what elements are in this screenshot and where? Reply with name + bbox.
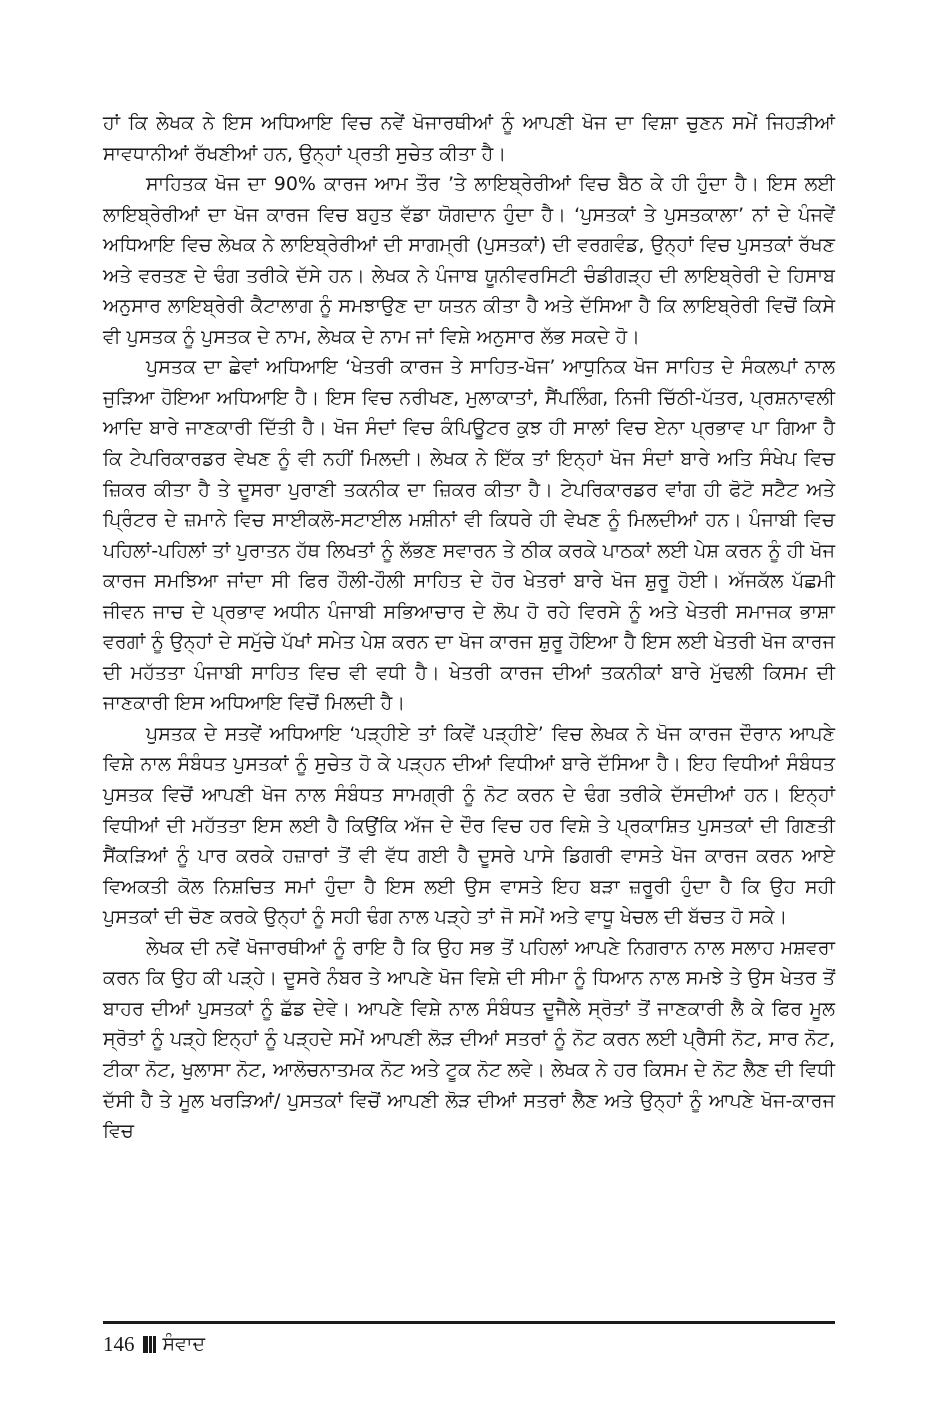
- paragraph-5: ਲੇਖਕ ਦੀ ਨਵੇਂ ਖੋਜਾਰਥੀਆਂ ਨੂੰ ਰਾਇ ਹੈ ਕਿ ਉਹ ਸਭ ਤੋਂ ਪਹਿਲਾਂ ਆਪਣੇ ਨਿਗਰਾਨ ਨਾਲ ਸਲਾਹ ਮਸ਼ਵਰਾ ਕਰਨ ਕਿ ਉਹ ਕੀ ਪੜ੍ਹੇ। ਦੂਸਰੇ ਨੰਬਰ ਤੇ ਆਪਣੇ ਖੋਜ ਵਿਸ਼ੇ ਦੀ ਸੀਮਾ ਨੂੰ ਧਿਆਨ ਨਾਲ ਸਮਝੇ ਤੇ ਉਸ ਖੇਤਰ ਤੋਂ ਬਾਹਰ ਦੀਆਂ ਪੁਸਤਕਾਂ ਨੂੰ ਛੱਡ ਦੇਵੇ। ਆਪਣੇ ਵਿਸ਼ੇ ਨਾਲ ਸੰਬੰਧਤ ਦੂਜੈਲੇ ਸ੍ਰੋਤਾਂ ਤੋਂ ਜਾਣਕਾਰੀ ਲੈ ਕੇ ਫਿਰ ਮੂਲ ਸ੍ਰੋਤਾਂ ਨੂੰ ਪੜ੍ਹੇ ਇਨ੍ਹਾਂ ਨੂੰ ਪੜ੍ਹਦੇ ਸਮੇਂ ਆਪਣੀ ਲੋੜ ਦੀਆਂ ਸਤਰਾਂ ਨੂੰ ਨੋਟ ਕਰਨ ਲਈ ਪ੍ਰੈਸੀ ਨੋਟ, ਸਾਰ ਨੋਟ, ਟੀਕਾ ਨੋਟ, ਖੁਲਾਸਾ ਨੋਟ, ਆਲੋਚਨਾਤਮਕ ਨੋਟ ਅਤੇ ਟੂਕ ਨੋਟ ਲਵੇ। ਲੇਖਕ ਨੇ ਹਰ ਕਿਸਮ ਦੇ ਨੋਟ ਲੈਣ ਦੀ ਵਿਧੀ ਦੱਸੀ ਹੈ ਤੇ ਮੂਲ ਖਰੜਿਆਂ/ ਪੁਸਤਕਾਂ ਵਿਚੋਂ ਆਪਣੀ ਲੋੜ ਦੀਆਂ ਸਤਰਾਂ ਲੈਣ ਅਤੇ ਉਨ੍ਹਾਂ ਨੂੰ ਆਪਣੇ ਖੋਜ-ਕਾਰਜ ਵਿਚ: [103, 936, 835, 1143]
- page-number: 146: [103, 1331, 135, 1356]
- page-footer: [103, 1330, 205, 1358]
- paragraph-3: ਪੁਸਤਕ ਦਾ ਛੇਵਾਂ ਅਧਿਆਇ ‘ਖੇਤਰੀ ਕਾਰਜ ਤੇ ਸਾਹਿਤ-ਖੋਜ’ ਆਧੁਨਿਕ ਖੋਜ ਸਾਹਿਤ ਦੇ ਸੰਕਲਪਾਂ ਨਾਲ ਜੁੜਿਆ ਹੋਇਆ ਅਧਿਆਇ ਹੈ। ਇਸ ਵਿਚ ਨਰੀਖਣ, ਮੁਲਾਕਾਤਾਂ, ਸੈਂਪਲਿੰਗ, ਨਿਜੀ ਚਿੱਠੀ-ਪੱਤਰ, ਪ੍ਰਸ਼ਨਾਵਲੀ ਆਦਿ ਬਾਰੇ ਜਾਣਕਾਰੀ ਦਿੱਤੀ ਹੈ। ਖੋਜ ਸੰਦਾਂ ਵਿਚ ਕੰਪਿਊਟਰ ਕੁਝ ਹੀ ਸਾਲਾਂ ਵਿਚ ਏਨਾ ਪ੍ਰਭਾਵ ਪਾ ਗਿਆ ਹੈ ਕਿ ਟੇਪਰਿਕਾਰਡਰ ਵੇਖਣ ਨੂੰ ਵੀ ਨਹੀਂ ਮਿਲਦੀ। ਲੇਖਕ ਨੇ ਇੱਕ ਤਾਂ ਇਨ੍ਹਾਂ ਖੋਜ ਸੰਦਾਂ ਬਾਰੇ ਅਤਿ ਸੰਖੇਪ ਵਿਚ ਜ਼ਿਕਰ ਕੀਤਾ ਹੈ ਤੇ ਦੂਸਰਾ ਪੁਰਾਣੀ ਤਕਨੀਕ ਦਾ ਜ਼ਿਕਰ ਕੀਤਾ ਹੈ। ਟੇਪਰਿਕਾਰਡਰ ਵਾਂਗ ਹੀ ਫੋਟੋ ਸਟੈਟ ਅਤੇ ਪ੍ਰਿੰਟਰ ਦੇ ਜ਼ਮਾਨੇ ਵਿਚ ਸਾਈਕਲੋ-ਸਟਾਈਲ ਮਸ਼ੀਨਾਂ ਵੀ ਕਿਧਰੇ ਹੀ ਵੇਖਣ ਨੂੰ ਮਿਲਦੀਆਂ ਹਨ। ਪੰਜਾਬੀ ਵਿਚ ਪਹਿਲਾਂ-ਪਹਿਲਾਂ ਤਾਂ ਪੁਰਾਤਨ ਹੱਥ ਲਿਖਤਾਂ ਨੂੰ ਲੱਭਣ ਸਵਾਰਨ ਤੇ ਠੀਕ ਕਰਕੇ ਪਾਠਕਾਂ ਲਈ ਪੇਸ਼ ਕਰਨ ਨੂੰ ਹੀ ਖੋਜ ਕਾਰਜ ਸਮਝਿਆ ਜਾਂਦਾ ਸੀ ਫਿਰ ਹੌਲੀ-ਹੌਲੀ ਸਾਹਿਤ ਦੇ ਹੋਰ ਖੇਤਰਾਂ ਬਾਰੇ ਖੋਜ ਸ਼ੁਰੂ ਹੋਈ। ਅੱਜਕੱਲ ਪੱਛਮੀ ਜੀਵਨ ਜਾਚ ਦੇ ਪ੍ਰਭਾਵ ਅਧੀਨ ਪੰਜਾਬੀ ਸਭਿਆਚਾਰ ਦੇ ਲੋਪ ਹੋ ਰਹੇ ਵਿਰਸੇ ਨੂੰ ਅਤੇ ਖੇਤਰੀ ਸਮਾਜਕ ਭਾਸ਼ਾ ਵਰਗਾਂ ਨੂੰ ਉਨ੍ਹਾਂ ਦੇ ਸਮੁੱਚੇ ਪੱਖਾਂ ਸਮੇਤ ਪੇਸ਼ ਕਰਨ ਦਾ ਖੋਜ ਕਾਰਜ ਸ਼ੁਰੂ ਹੋਇਆ ਹੈ ਇਸ ਲਈ ਖੇਤਰੀ ਖੋਜ ਕਾਰਜ ਦੀ ਮਹੱਤਤਾ ਪੰਜਾਬੀ ਸਾਹਿਤ ਵਿਚ ਵੀ ਵਧੀ ਹੈ। ਖੇਤਰੀ ਕਾਰਜ ਦੀਆਂ ਤਕਨੀਕਾਂ ਬਾਰੇ ਮੁੱਢਲੀ ਕਿਸਮ ਦੀ ਜਾਣਕਾਰੀ ਇਸ ਅਧਿਆਇ ਵਿਚੋਂ ਮਿਲਦੀ ਹੈ।: [103, 356, 835, 715]
- separator-bars-icon: [143, 1335, 157, 1353]
- paragraph-4: ਪੁਸਤਕ ਦੇ ਸਤਵੇਂ ਅਧਿਆਇ ‘ਪੜ੍ਹੀਏ ਤਾਂ ਕਿਵੇਂ ਪੜ੍ਹੀਏ’ ਵਿਚ ਲੇਖਕ ਨੇ ਖੋਜ ਕਾਰਜ ਦੌਰਾਨ ਆਪਣੇ ਵਿਸ਼ੇ ਨਾਲ ਸੰਬੰਧਤ ਪੁਸਤਕਾਂ ਨੂੰ ਸੁਚੇਤ ਹੋ ਕੇ ਪੜ੍ਹਨ ਦੀਆਂ ਵਿਧੀਆਂ ਬਾਰੇ ਦੱਸਿਆ ਹੈ। ਇਹ ਵਿਧੀਆਂ ਸੰਬੰਧਤ ਪੁਸਤਕ ਵਿਚੋਂ ਆਪਣੀ ਖੋਜ ਨਾਲ ਸੰਬੰਧਤ ਸਾਮਗ੍ਰੀ ਨੂੰ ਨੋਟ ਕਰਨ ਦੇ ਢੰਗ ਤਰੀਕੇ ਦੱਸਦੀਆਂ ਹਨ। ਇਨ੍ਹਾਂ ਵਿਧੀਆਂ ਦੀ ਮਹੱਤਤਾ ਇਸ ਲਈ ਹੈ ਕਿਉਂਕਿ ਅੱਜ ਦੇ ਦੌਰ ਵਿਚ ਹਰ ਵਿਸ਼ੇ ਤੇ ਪ੍ਰਕਾਸ਼ਿਤ ਪੁਸਤਕਾਂ ਦੀ ਗਿਣਤੀ ਸੈਂਕੜਿਆਂ ਨੂੰ ਪਾਰ ਕਰਕੇ ਹਜ਼ਾਰਾਂ ਤੋਂ ਵੀ ਵੱਧ ਗਈ ਹੈ ਦੂਸਰੇ ਪਾਸੇ ਡਿਗਰੀ ਵਾਸਤੇ ਖੋਜ ਕਾਰਜ ਕਰਨ ਆਏ ਵਿਅਕਤੀ ਕੋਲ ਨਿਸ਼ਚਿਤ ਸਮਾਂ ਹੁੰਦਾ ਹੈ ਇਸ ਲਈ ਉਸ ਵਾਸਤੇ ਇਹ ਬੜਾ ਜ਼ਰੂਰੀ ਹੁੰਦਾ ਹੈ ਕਿ ਉਹ ਸਹੀ ਪੁਸਤਕਾਂ ਦੀ ਚੋਣ ਕਰਕੇ ਉਨ੍ਹਾਂ ਨੂੰ ਸਹੀ ਢੰਗ ਨਾਲ ਪੜ੍ਹੇ ਤਾਂ ਜੋ ਸਮੇਂ ਅਤੇ ਵਾਧੂ ਖੇਚਲ ਦੀ ਬੱਚਤ ਹੋ ਸਕੇ।: [103, 722, 835, 929]
- page-body: [103, 108, 835, 1147]
- footer-rule: [103, 1321, 835, 1324]
- paragraph-1: ਹਾਂ ਕਿ ਲੇਖਕ ਨੇ ਇਸ ਅਧਿਆਇ ਵਿਚ ਨਵੇਂ ਖੋਜਾਰਥੀਆਂ ਨੂੰ ਆਪਣੀ ਖੋਜ ਦਾ ਵਿਸ਼ਾ ਚੁਣਨ ਸਮੇਂ ਜਿਹੜੀਆਂ ਸਾਵਧਾਨੀਆਂ ਰੱਖਣੀਆਂ ਹਨ, ਉਨ੍ਹਾਂ ਪ੍ਰਤੀ ਸੁਚੇਤ ਕੀਤਾ ਹੈ।: [103, 112, 835, 165]
- paragraph-2: ਸਾਹਿਤਕ ਖੋਜ ਦਾ 90% ਕਾਰਜ ਆਮ ਤੌਰ ’ਤੇ ਲਾਇਬ੍ਰੇਰੀਆਂ ਵਿਚ ਬੈਠ ਕੇ ਹੀ ਹੁੰਦਾ ਹੈ। ਇਸ ਲਈ ਲਾਇਬ੍ਰੇਰੀਆਂ ਦਾ ਖੋਜ ਕਾਰਜ ਵਿਚ ਬਹੁਤ ਵੱਡਾ ਯੋਗਦਾਨ ਹੁੰਦਾ ਹੈ। ‘ਪੁਸਤਕਾਂ ਤੇ ਪੁਸਤਕਾਲਾ’ ਨਾਂ ਦੇ ਪੰਜਵੇਂ ਅਧਿਆਇ ਵਿਚ ਲੇਖਕ ਨੇ ਲਾਇਬ੍ਰੇਰੀਆਂ ਦੀ ਸਾਗਮ੍ਰੀ (ਪੁਸਤਕਾਂ) ਦੀ ਵਰਗਵੰਡ, ਉਨ੍ਹਾਂ ਵਿਚ ਪੁਸਤਕਾਂ ਰੱਖਣ ਅਤੇ ਵਰਤਣ ਦੇ ਢੰਗ ਤਰੀਕੇ ਦੱਸੇ ਹਨ। ਲੇਖਕ ਨੇ ਪੰਜਾਬ ਯੂਨੀਵਰਸਿਟੀ ਚੰਡੀਗੜ੍ਹ ਦੀ ਲਾਇਬ੍ਰੇਰੀ ਦੇ ਹਿਸਾਬ ਅਨੁਸਾਰ ਲਾਇਬ੍ਰੇਰੀ ਕੈਟਾਲਾਗ ਨੂੰ ਸਮਝਾਉਣ ਦਾ ਯਤਨ ਕੀਤਾ ਹੈ ਅਤੇ ਦੱਸਿਆ ਹੈ ਕਿ ਲਾਇਬ੍ਰੇਰੀ ਵਿਚੋਂ ਕਿਸੇ ਵੀ ਪੁਸਤਕ ਨੂੰ ਪੁਸਤਕ ਦੇ ਨਾਮ, ਲੇਖਕ ਦੇ ਨਾਮ ਜਾਂ ਵਿਸ਼ੇ ਅਨੁਸਾਰ ਲੱਭ ਸਕਦੇ ਹੋ।: [103, 173, 835, 348]
- journal-name: ਸੰਵਾਦ: [162, 1333, 206, 1355]
